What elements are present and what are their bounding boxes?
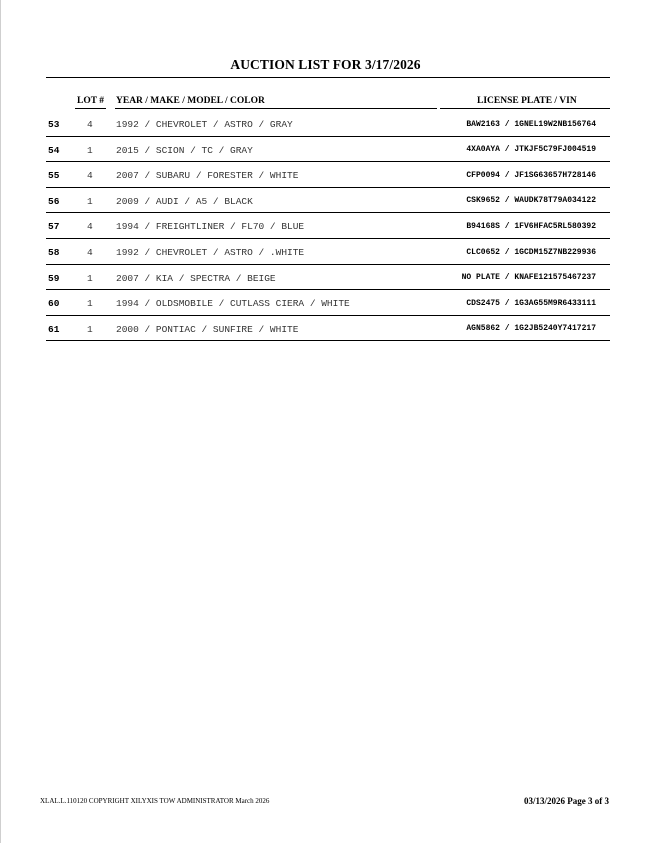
vehicle-description: 2015 / SCION / TC / GRAY: [116, 144, 253, 156]
lot-number: 1: [87, 298, 93, 310]
col-header-description-underline: [115, 108, 437, 109]
title-rule: [46, 77, 610, 78]
table-row: [46, 265, 610, 291]
plate-vin: AGN5862 / 1G2JB5240Y7417217: [466, 324, 596, 334]
vehicle-description: 1992 / CHEVROLET / ASTRO / GRAY: [116, 119, 293, 130]
col-header-lot-underline: [75, 108, 106, 109]
row-number: 60: [48, 298, 60, 310]
vehicle-description: 2009 / AUDI / A5 / BLACK: [116, 195, 253, 207]
plate-vin: CLC0652 / 1GCDM15Z7NB229936: [466, 247, 596, 257]
row-number: 58: [48, 247, 60, 258]
row-number: 59: [48, 272, 60, 284]
lot-number: 4: [87, 221, 93, 233]
table-row: [46, 290, 610, 316]
plate-vin: B94168S / 1FV6HFAC5RL580392: [466, 221, 596, 231]
row-divider: [46, 340, 610, 341]
vehicle-description: 1992 / CHEVROLET / ASTRO / .WHITE: [116, 247, 305, 258]
plate-vin: CSK9652 / WAUDK78T79A034122: [466, 196, 596, 206]
col-header-description: YEAR / MAKE / MODEL / COLOR: [116, 96, 265, 106]
lot-number: 4: [87, 170, 93, 182]
table-row: [46, 162, 610, 188]
plate-vin: NO PLATE / KNAFE121575467237: [461, 273, 596, 283]
vehicle-description: 1994 / OLDSMOBILE / CUTLASS CIERA / WHITE: [116, 298, 350, 310]
plate-vin: 4XA0AYA / JTKJF5C79FJ004519: [466, 145, 596, 155]
row-number: 56: [48, 195, 60, 207]
table-row: [46, 111, 610, 137]
plate-vin: CFP0094 / JF1SG63657H728146: [466, 170, 596, 180]
table-row: [46, 188, 610, 214]
vehicle-description: 2007 / SUBARU / FORESTER / WHITE: [116, 170, 299, 182]
row-number: 55: [48, 170, 60, 182]
page-title: AUCTION LIST FOR 3/17/2026: [230, 57, 421, 72]
plate-vin: CDS2475 / 1G3AG55M9R6433111: [466, 298, 596, 308]
vehicle-description: 2007 / KIA / SPECTRA / BEIGE: [116, 272, 276, 284]
page-edge: [0, 0, 1, 843]
lot-number: 4: [87, 119, 93, 130]
row-number: 54: [48, 144, 60, 156]
footer-copyright: XLAL.L.110120 COPYRIGHT XILYXIS TOW ADMINISTRATOR March 2026: [40, 797, 270, 805]
lot-number: 1: [87, 144, 93, 156]
lot-number: 1: [87, 272, 93, 284]
vehicle-description: 1994 / FREIGHTLINER / FL70 / BLUE: [116, 221, 305, 233]
lot-number: 4: [87, 247, 93, 258]
col-header-plate-vin-underline: [440, 108, 610, 109]
lot-number: 1: [87, 323, 93, 335]
col-header-plate-vin: LICENSE PLATE / VIN: [477, 96, 577, 106]
row-number: 53: [48, 119, 60, 130]
row-number: 61: [48, 323, 60, 335]
table-row: [46, 316, 610, 342]
footer-page-info: 03/13/2026 Page 3 of 3: [524, 796, 609, 806]
lot-number: 1: [87, 195, 93, 207]
table-row: [46, 213, 610, 239]
plate-vin: BAW2163 / 1GNEL19W2NB156764: [466, 119, 596, 129]
table-row: [46, 239, 610, 265]
table-row: [46, 137, 610, 163]
col-header-lot: LOT #: [77, 96, 105, 106]
row-number: 57: [48, 221, 60, 233]
vehicle-description: 2000 / PONTIAC / SUNFIRE / WHITE: [116, 323, 299, 335]
